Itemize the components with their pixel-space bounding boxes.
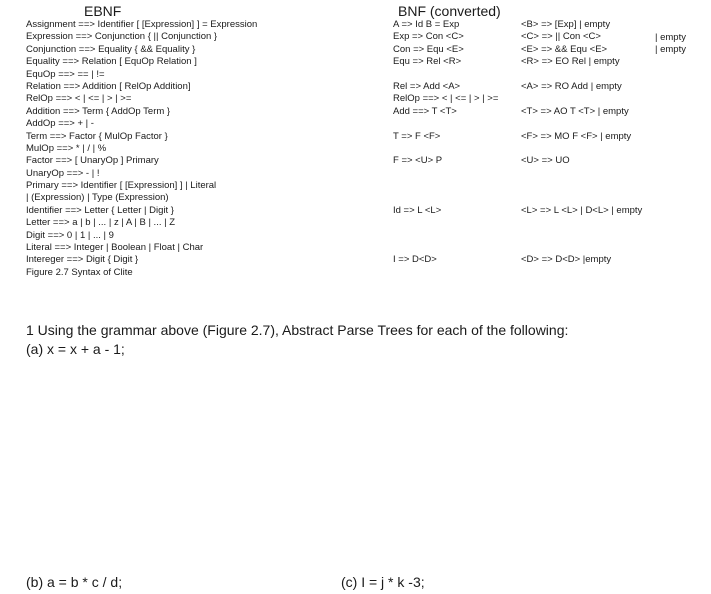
bnf-line [393,242,498,254]
bnf-line [393,217,498,229]
ebnf-line: Factor ==> [ UnaryOp ] Primary [26,155,159,167]
production-line [521,192,642,204]
bnf-production-extras [655,32,686,57]
bnf-line [393,267,498,279]
ebnf-line: Relation ==> Addition [ RelOp Addition] [26,80,191,92]
bnf-line: Exp => Con <C> [393,31,464,43]
production-extra: | empty [655,44,686,56]
bnf-line [393,118,498,130]
ebnf-line: Conjunction ==> Equality { && Equality } [26,43,196,55]
bnf-line: F => <U> P [393,155,443,167]
ebnf-line: Letter ==> a | b | ... | z | A | B | ... | Z [26,217,176,229]
question-c: (c) I = j * k -3; [341,574,425,590]
ebnf-line: MulOp ==> * | / | % [26,142,107,154]
bnf-line [393,168,498,180]
production-line: <B> => [Exp] | empty [521,19,611,30]
production-line [521,69,642,81]
bnf-line [393,180,498,192]
production-line: <R> => EO Rel | empty [521,56,620,68]
production-line: <T> => AO T <T> | empty [521,105,629,117]
production-line [521,230,642,242]
bnf-line: Rel => Add <A> [393,80,461,92]
ebnf-header: EBNF [84,3,122,19]
ebnf-line: Primary ==> Identifier [ [Expression] ] | Literal [26,180,217,192]
production-line: <U> => UO [521,155,570,167]
ebnf-line: RelOp ==> < | <= | > | >= [26,93,132,105]
bnf-line: I => D<D> [393,254,437,266]
ebnf-line: Literal ==> Integer | Boolean | Float | Char [26,242,204,254]
ebnf-line: Equality ==> Relation [ EquOp Relation ] [26,56,197,68]
bnf-line: T => F <F> [393,130,441,142]
production-line [521,143,642,155]
production-line: <C> => || Con <C> [521,31,601,43]
bnf-line [393,143,498,155]
ebnf-line: Figure 2.7 Syntax of Clite [26,266,133,278]
question-b: (b) a = b * c / d; [26,574,123,590]
ebnf-line: Identifier ==> Letter { Letter | Digit } [26,204,174,216]
bnf-line: Add ==> T <T> [393,105,457,117]
production-line [521,168,642,180]
bnf-grammar [393,19,498,279]
bnf-line: A => Id B = Exp [393,19,460,30]
ebnf-line: Expression ==> Conjunction { || Conjunction } [26,31,218,43]
production-line: <A> => RO Add | empty [521,80,622,92]
production-line [521,118,642,130]
production-line [521,242,642,254]
bnf-line: Equ => Rel <R> [393,56,462,68]
question-intro: 1 Using the grammar above (Figure 2.7), Abstract Parse Trees for each of the following: [26,322,569,338]
ebnf-line: EquOp ==> == | != [26,68,105,80]
production-line [521,93,642,105]
ebnf-line: Digit ==> 0 | 1 | ... | 9 [26,229,114,241]
bnf-productions [521,19,642,279]
bnf-line [393,230,498,242]
bnf-line [393,192,498,204]
ebnf-line: Intereger ==> Digit { Digit } [26,254,139,266]
question-a: (a) x = x + a - 1; [26,341,125,357]
ebnf-line: UnaryOp ==> - | ! [26,167,100,179]
ebnf-grammar [26,19,257,279]
production-line [521,267,642,279]
ebnf-line: Term ==> Factor { MulOp Factor } [26,130,168,142]
bnf-line: Con => Equ <E> [393,43,464,55]
production-line: <F> => MO F <F> | empty [521,130,632,142]
production-line [521,217,642,229]
bnf-line: Id => L <L> [393,204,442,216]
ebnf-line: Assignment ==> Identifier [ [Expression] ] = Expression [26,19,258,30]
bnf-line: RelOp ==> < | <= | > | >= [393,93,499,105]
ebnf-line: Addition ==> Term { AddOp Term } [26,105,171,117]
production-line [521,180,642,192]
ebnf-line: | (Expression) | Type (Expression) [26,192,169,204]
bnf-header: BNF (converted) [398,3,501,19]
production-line: <E> => && Equ <E> [521,43,608,55]
ebnf-line: AddOp ==> + | - [26,118,94,130]
production-extra: | empty [655,32,686,43]
production-line: <L> => L <L> | D<L> | empty [521,204,643,216]
production-line: <D> => D<D> |empty [521,254,612,266]
bnf-line [393,69,498,81]
